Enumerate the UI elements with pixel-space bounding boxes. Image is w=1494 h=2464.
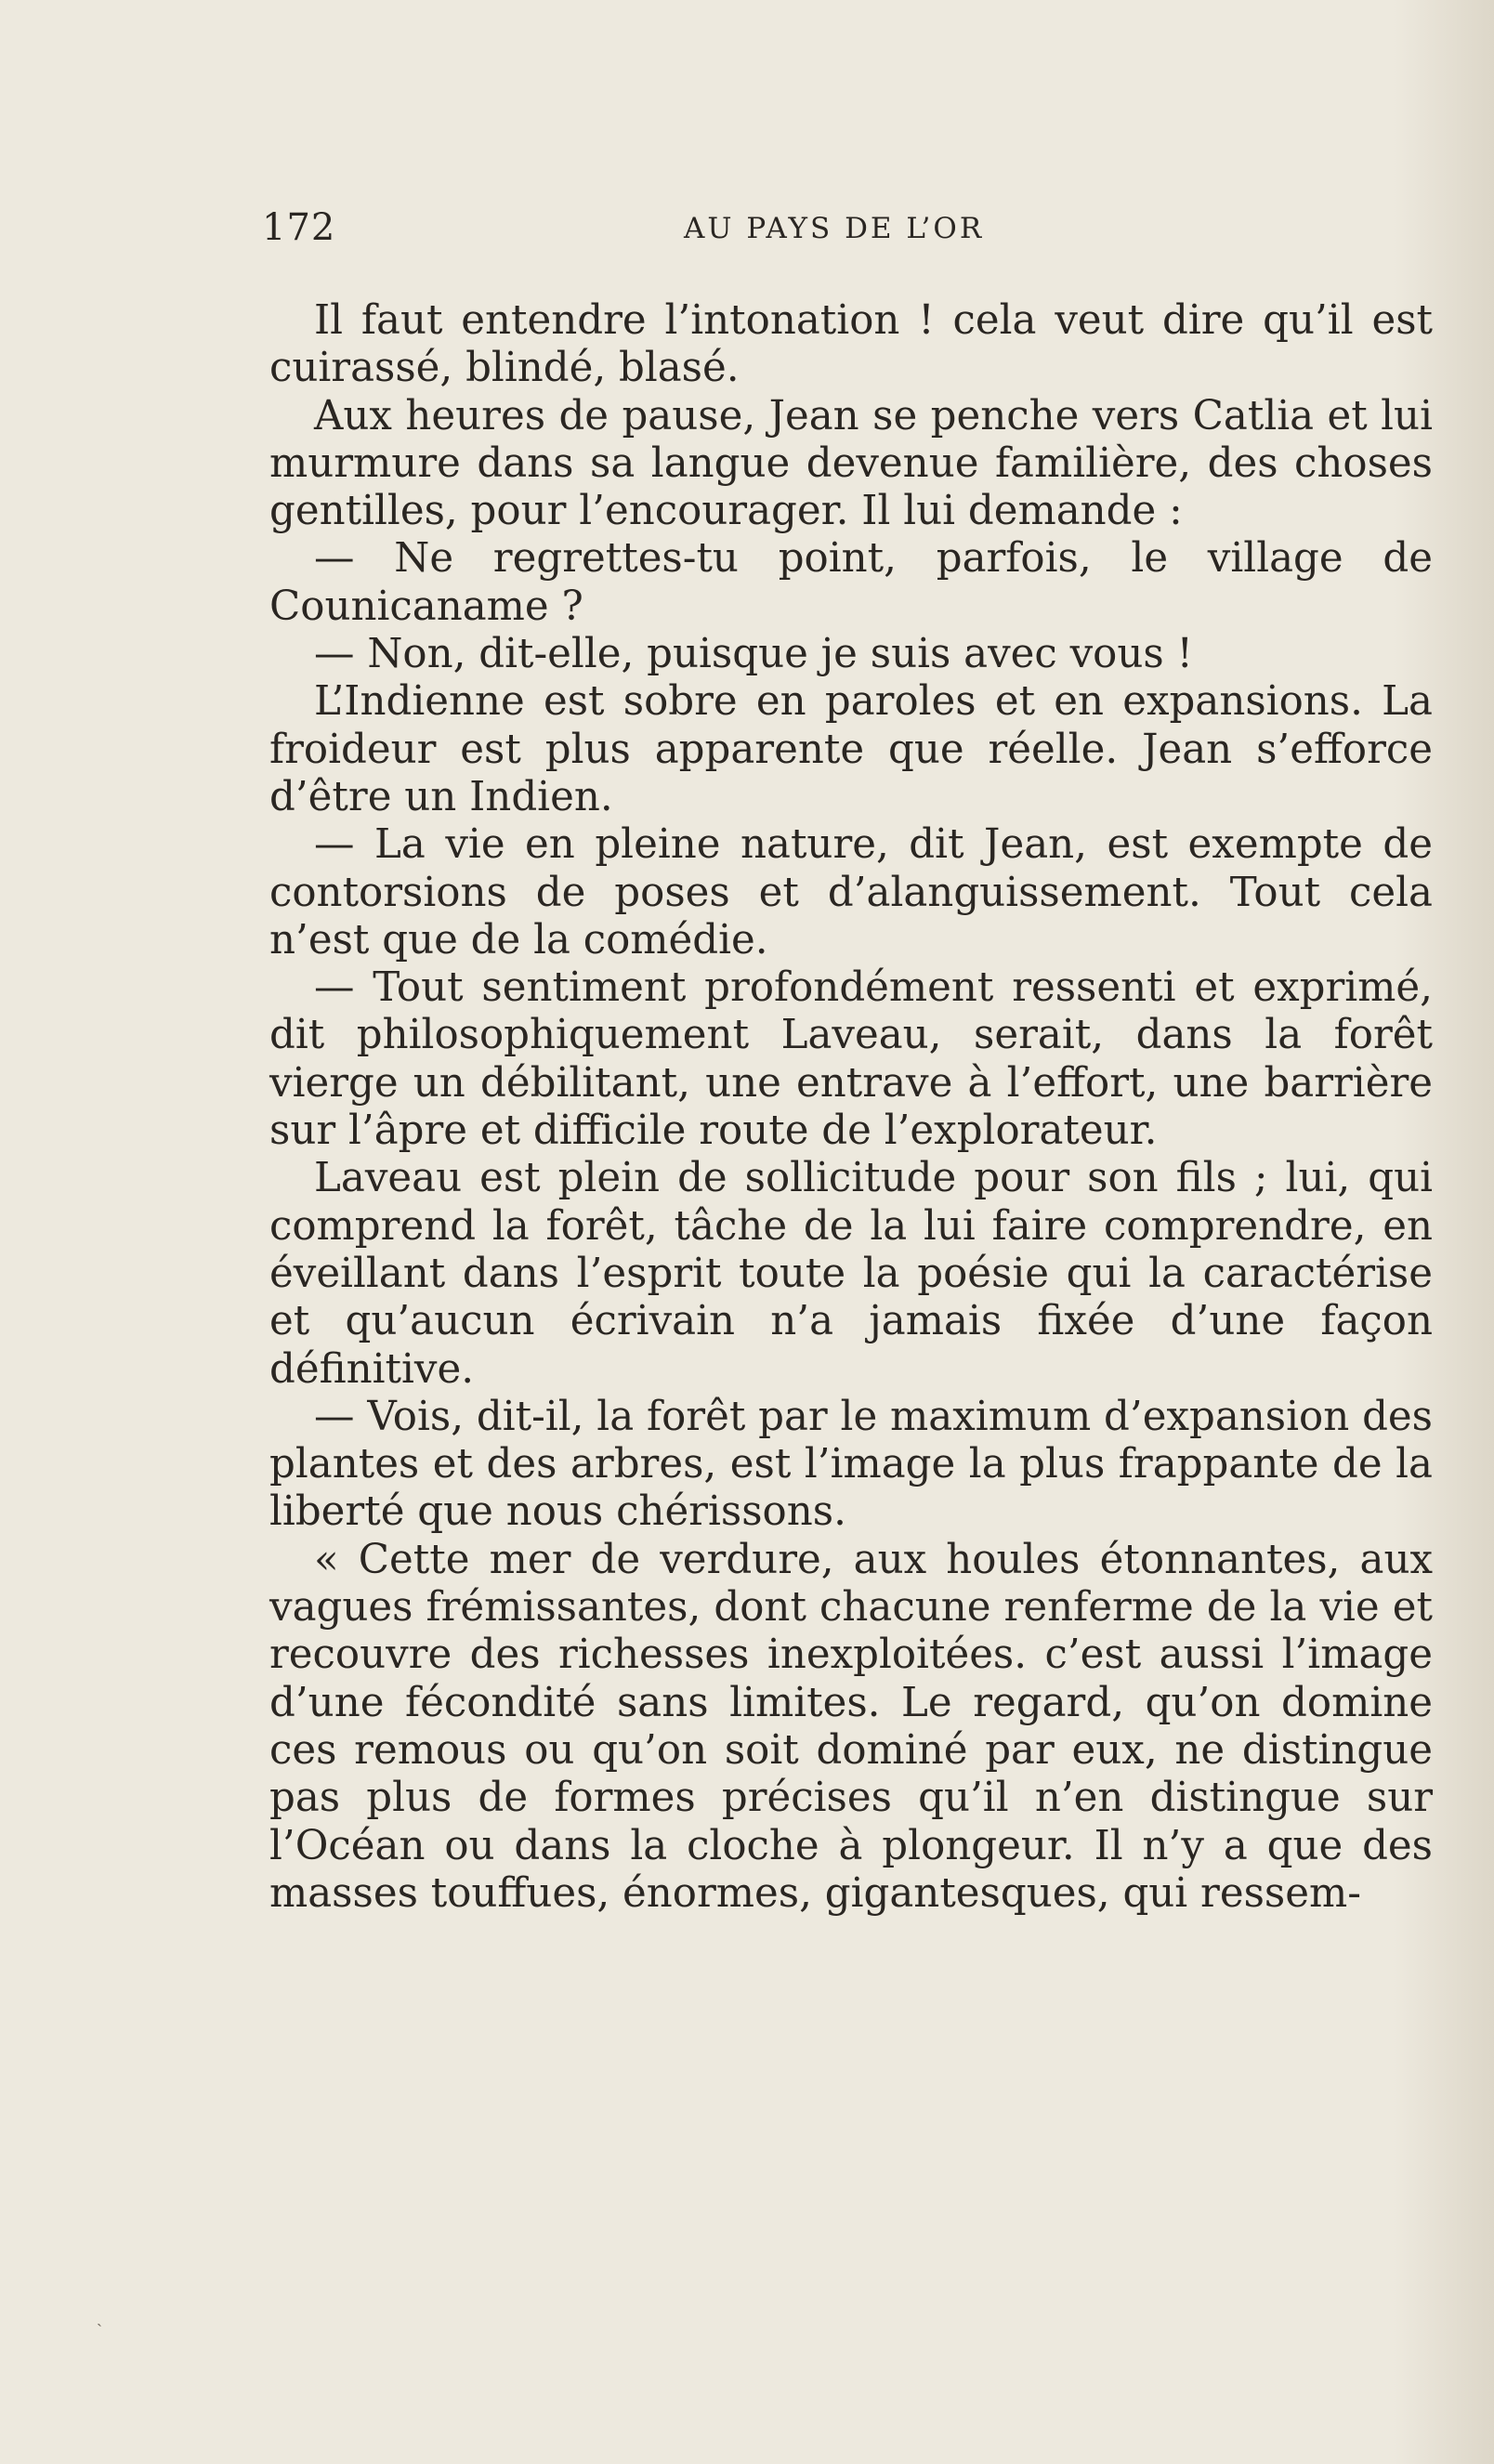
dialogue-line: — Tout sentiment profondément ressenti et exprimé, dit philosophiquement Laveau, serait, dans la forêt vierge un débilitant, une entrave à l’effort, une barrière sur l’âpre et difficile route de l’explorateur. [269,964,1433,1155]
dialogue-line: — Non, dit-elle, puisque je suis avec vous ! [314,631,1193,678]
paragraph: Laveau est plein de sollicitude pour son fils ; lui, qui comprend la forêt, tâche de la lui faire comprendre, en éveillant dans l’esprit toute la poésie qui la caractérise et qu’aucun écrivain n’a jamais fixée d’une façon définitive. [269,1155,1433,1393]
body-text [269,297,1433,1918]
dialogue-line: — La vie en pleine nature, dit Jean, est exempte de contorsions de poses et d’alanguissement. Tout cela n’est que de la comédie. [269,821,1433,963]
paragraph: L’Indienne est sobre en paroles et en expansions. La froideur est plus apparente que réelle. Jean s’efforce d’être un Indien. [269,678,1433,820]
dialogue-line: — Vois, dit-il, la forêt par le maximum d’expansion des plantes et des arbres, est l’image la plus frappante de la liberté que nous chérissons. [269,1393,1433,1536]
paragraph: Il faut entendre l’intonation ! cela veut dire qu’il est cuirassé, blindé, blasé. [269,297,1433,392]
paragraph: Aux heures de pause, Jean se penche vers Catlia et lui murmure dans sa langue devenue familière, des choses gentilles, pour l’encourager. Il lui demande : [269,392,1433,535]
page-header [262,206,1433,253]
quoted-paragraph: « Cette mer de verdure, aux houles étonnantes, aux vagues frémissantes, dont chacune renferme de la vie et recouvre des richesses inexploitées. c’est aussi l’image d’une fécondité sans limites. Le regard, qu’on domine ces remous ou qu’on soit dominé par eux, ne distingue pas plus de formes précises qu’il n’en distingue sur l’Océan ou dans la cloche à plongeur. Il n’y a que des masses touffues, énormes, gigantesques, qui ressem- [269,1536,1433,1917]
running-title: AU PAYS DE L’OR [684,212,985,245]
dialogue-line: — Ne regrettes-tu point, parfois, le village de Counicaname ? [269,535,1433,630]
ink-speck-mark: ˎ [97,2308,102,2327]
page-number: 172 [262,206,336,249]
